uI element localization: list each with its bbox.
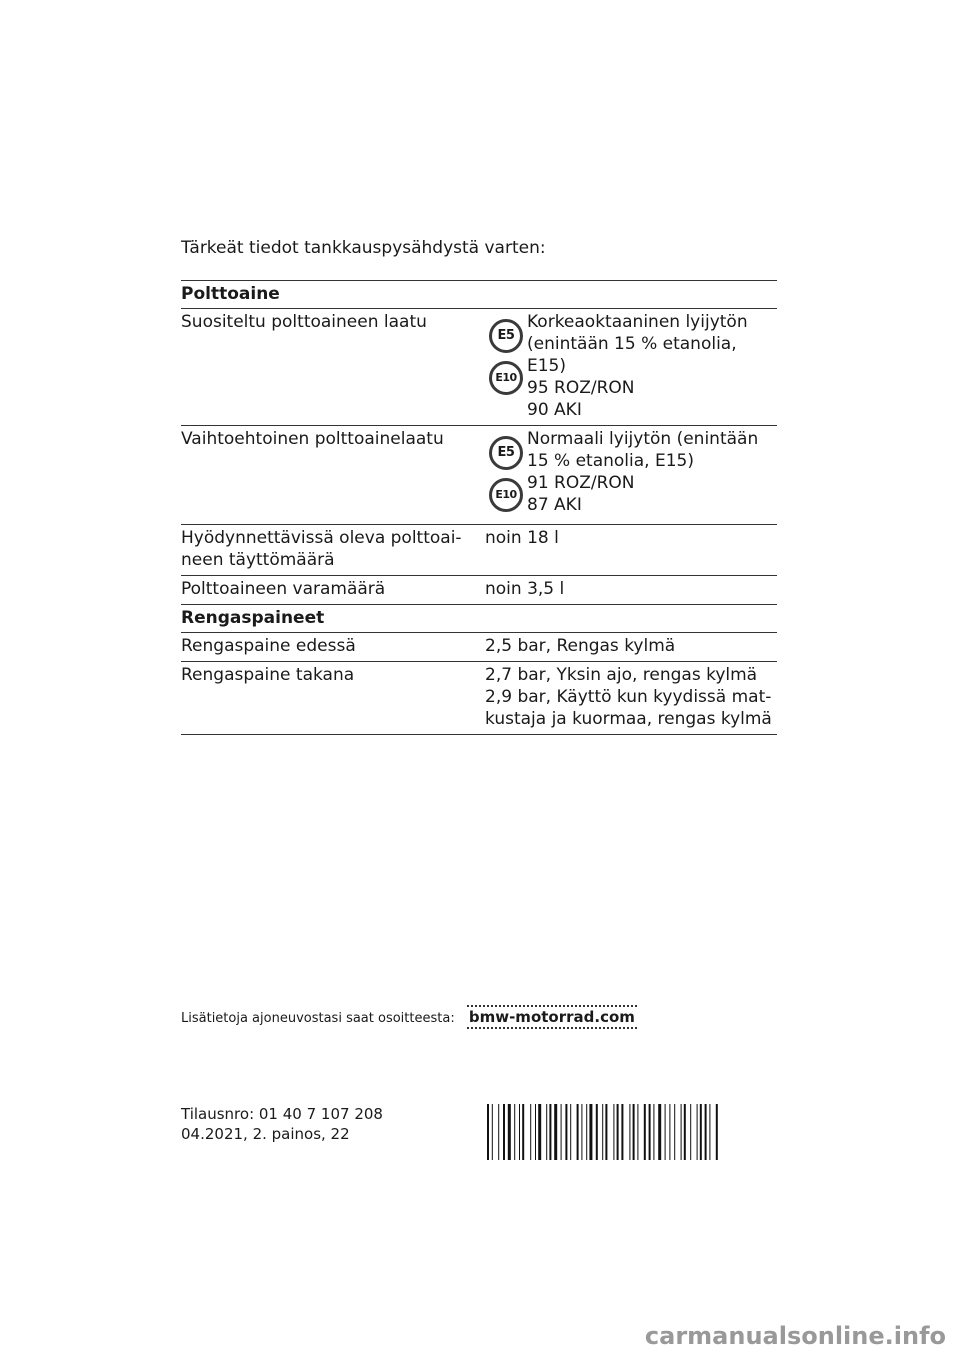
table-row-recommended-fuel [181, 308, 777, 425]
row-label: Polttoaineen varamäärä [181, 579, 386, 599]
intro-text: Tärkeät tiedot tankkauspysähdystä varten: [181, 238, 546, 258]
row-label: Rengaspaine takana [181, 665, 355, 685]
table-row-front-pressure [181, 632, 777, 661]
fuel-stop-table [181, 280, 777, 735]
row-value: Korkeaoktaaninen lyijytön (enintään 15 % etanolia, E15) 95 ROZ/RON 90 AKI [527, 312, 748, 420]
table-row-rear-pressure [181, 661, 777, 735]
row-value: 2,5 bar, Rengas kylmä [485, 636, 676, 656]
barcode-image [487, 1104, 777, 1160]
more-info-line [181, 1008, 637, 1026]
table-row-reserve [181, 575, 777, 604]
order-info [181, 1104, 383, 1144]
row-label: Vaihtoehtoinen polttoainelaatu [181, 429, 444, 449]
row-label: Hyödynnettävissä oleva polttoai- neen täyttömäärä [181, 528, 462, 570]
more-info-text: Lisätietoja ajoneuvostasi saat osoitteesta: [181, 1011, 455, 1026]
section-header-fuel [181, 280, 777, 308]
row-label: Rengaspaine edessä [181, 636, 356, 656]
table-row-usable-capacity [181, 524, 777, 575]
website-link[interactable]: bmw-motorrad.com [467, 1005, 637, 1029]
e5-badge-icon: E5 [489, 436, 523, 470]
section-header-tyres [181, 604, 777, 632]
order-number: Tilausnro: 01 40 7 107 208 [181, 1105, 383, 1123]
e10-badge-icon: E10 [489, 361, 523, 395]
section-title: Rengaspaineet [181, 608, 325, 628]
fuel-badges [485, 428, 527, 520]
table-row-alternative-fuel [181, 425, 777, 524]
row-value: Normaali lyijytön (enintään 15 % etanolia, E15) 91 ROZ/RON 87 AKI [527, 429, 759, 515]
row-label: Suositeltu polttoaineen laatu [181, 312, 427, 332]
row-value: noin 3,5 l [485, 579, 565, 599]
fuel-badges [485, 311, 527, 421]
row-value: noin 18 l [485, 528, 559, 548]
row-value: 2,7 bar, Yksin ajo, rengas kylmä 2,9 bar, Käyttö kun kyydissä mat- kustaja ja kuormaa, rengas kylmä [485, 665, 772, 729]
edition-info: 04.2021, 2. painos, 22 [181, 1125, 350, 1143]
watermark-text: carmanualsonline.info [644, 1322, 946, 1350]
section-title: Polttoaine [181, 284, 280, 304]
e10-badge-icon: E10 [489, 478, 523, 512]
e5-badge-icon: E5 [489, 319, 523, 353]
